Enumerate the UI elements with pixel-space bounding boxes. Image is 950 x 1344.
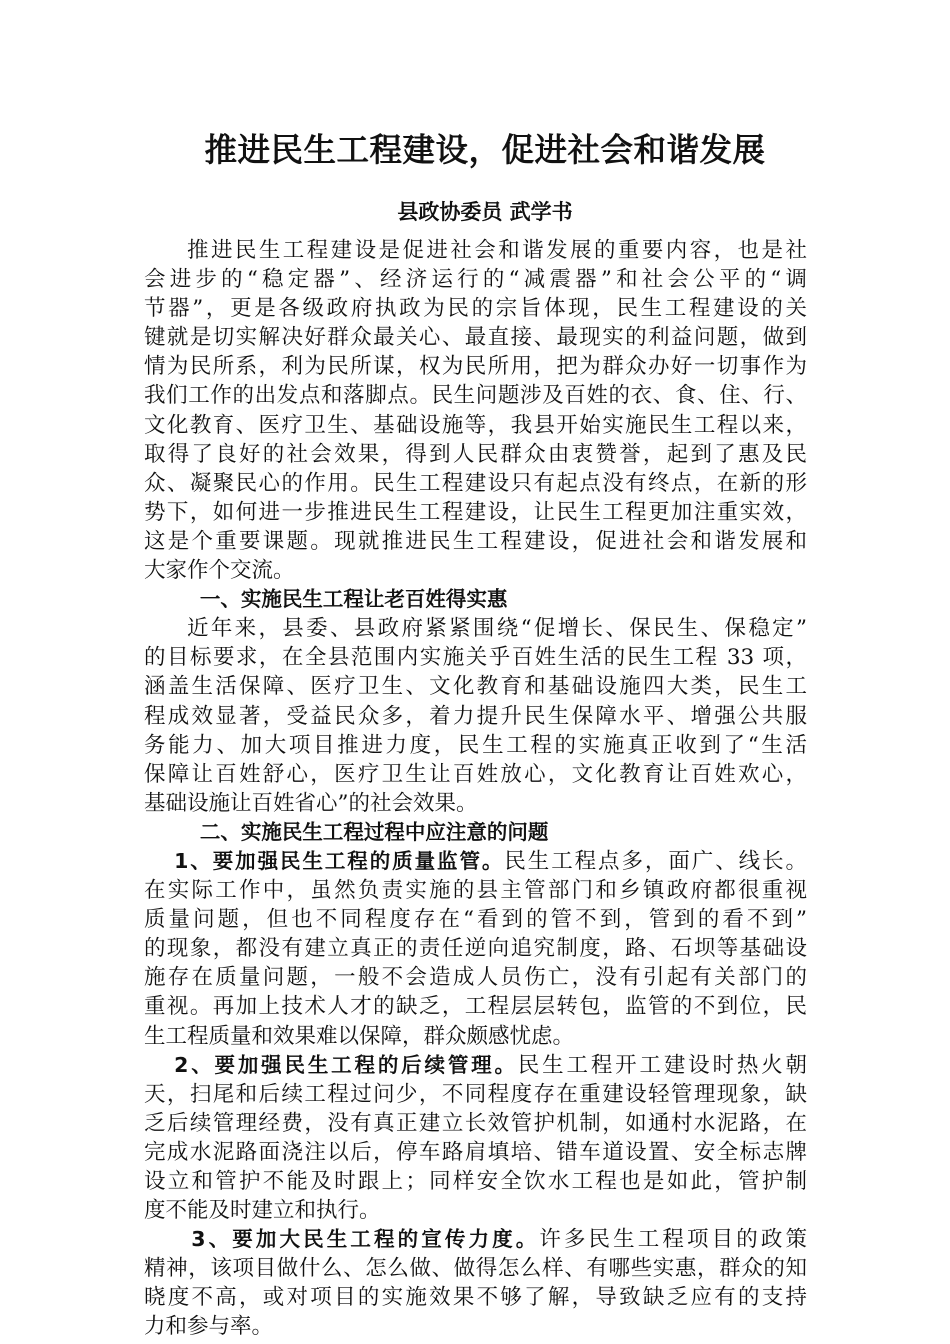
body-line xyxy=(144,294,807,323)
line-text: 精神，该项目做什么、怎么做、做得怎么样、有哪些实惠，群众的知 xyxy=(144,1256,807,1282)
body-line xyxy=(144,702,807,731)
line-text: 许多民生工程项目的政策 xyxy=(539,1227,807,1253)
body-line xyxy=(144,556,807,585)
line-text: 民生工程开工建设时热火朝 xyxy=(517,1052,807,1078)
body-line xyxy=(144,934,807,963)
line-text: 取得了良好的社会效果，得到人民群众由衷赞誉，起到了惠及民 xyxy=(144,441,807,467)
body-line xyxy=(144,1254,807,1283)
body-line xyxy=(144,1022,807,1051)
document-title: 推进民生工程建设，促进社会和谐发展 xyxy=(204,131,766,169)
section-heading xyxy=(144,585,807,614)
body-line xyxy=(144,1080,807,1109)
line-text: 质量问题，但也不同程度存在“看到的管不到，管到的看不到” xyxy=(144,907,807,933)
body-line xyxy=(144,498,807,527)
body-line xyxy=(144,1138,807,1167)
body-line xyxy=(144,1196,807,1225)
line-text: 务能力、加大项目推进力度，民生工程的实施真正收到了“生活 xyxy=(144,732,807,758)
body-line xyxy=(144,1225,807,1254)
line-text: 度不能及时建立和执行。 xyxy=(144,1198,381,1224)
body-line xyxy=(144,731,807,760)
line-text: 这是个重要课题。现就推进民生工程建设，促进社会和谐发展和 xyxy=(144,528,807,554)
line-text: 完成水泥路面浇注以后，停车路肩填培、错车道设置、安全标志牌 xyxy=(144,1139,807,1165)
body-line xyxy=(144,411,807,440)
line-text: 晓度不高，或对项目的实施效果不够了解，导致缺乏应有的支持 xyxy=(144,1285,807,1311)
line-text: 乏后续管理经费，没有真正建立长效管护机制，如通村水泥路，在 xyxy=(144,1110,807,1136)
body-line xyxy=(144,643,807,672)
line-text: 键就是切实解决好群众最关心、最直接、最现实的利益问题，做到 xyxy=(144,325,807,351)
line-text: 保障让百姓舒心，医疗卫生让百姓放心，文化教育让百姓欢心， xyxy=(144,761,807,787)
body-line xyxy=(144,1051,807,1080)
body-line xyxy=(144,1167,807,1196)
body-line xyxy=(144,847,807,876)
body-line xyxy=(144,1312,807,1341)
line-text: 众、凝聚民心的作用。民生工程建设只有起点没有终点，在新的形 xyxy=(144,470,807,496)
line-text: 势下，如何进一步推进民生工程建设，让民生工程更加注重实效， xyxy=(144,499,807,525)
line-text: 的现象，都没有建立真正的责任逆向追究制度，路、石坝等基础设 xyxy=(144,936,807,962)
line-text: 情为民所系，利为民所谋，权为民所用，把为群众办好一切事作为 xyxy=(144,354,807,380)
subheading-lead: 2、要加强民生工程的后续管理。 xyxy=(174,1052,518,1077)
body-line xyxy=(144,440,807,469)
body-line xyxy=(144,905,807,934)
line-text: 的目标要求，在全县范围内实施关乎百姓生活的民生工程 33 项， xyxy=(144,645,807,671)
line-text: 一、实施民生工程让老百姓得实惠 xyxy=(199,587,508,612)
body-line xyxy=(144,992,807,1021)
document-body xyxy=(144,236,807,1342)
line-text: 大家作个交流。 xyxy=(144,558,295,584)
line-text: 涵盖生活保障、医疗卫生、文化教育和基础设施四大类，民生工 xyxy=(144,674,807,700)
line-text: 重视。再加上技术人才的缺乏，工程层层转包，监管的不到位，民 xyxy=(144,994,807,1020)
line-text: 程成效显著，受益民众多，着力提升民生保障水平、增强公共服 xyxy=(144,703,807,729)
subheading-lead: 3、要加大民生工程的宣传力度。 xyxy=(191,1227,540,1252)
line-text: 天，扫尾和后续工程过问少，不同程度存在重建设轻管理现象，缺 xyxy=(144,1081,807,1107)
body-line xyxy=(144,760,807,789)
section-heading xyxy=(144,818,807,847)
body-line xyxy=(144,352,807,381)
line-text: 推进民生工程建设是促进社会和谐发展的重要内容，也是社 xyxy=(187,238,807,263)
subheading-lead: 1、要加强民生工程的质量监管。 xyxy=(174,848,505,873)
body-line xyxy=(144,614,807,643)
body-line xyxy=(144,672,807,701)
line-text: 我们工作的出发点和落脚点。民生问题涉及百姓的衣、食、住、行、 xyxy=(144,383,807,409)
body-line xyxy=(144,381,807,410)
line-text: 施存在质量问题，一般不会造成人员伤亡，没有引起有关部门的 xyxy=(144,965,807,991)
line-text: 民生工程点多，面广、线长。 xyxy=(504,848,807,874)
line-text: 会进步的“稳定器”、经济运行的“减震器”和社会公平的“调 xyxy=(144,267,807,293)
line-text: 二、实施民生工程过程中应注意的问题 xyxy=(199,819,549,844)
body-line xyxy=(144,963,807,992)
line-text: 设立和管护不能及时跟上；同样安全饮水工程也是如此，管护制 xyxy=(144,1169,807,1194)
line-text: 力和参与率。 xyxy=(144,1314,274,1340)
line-text: 在实际工作中，虽然负责实施的县主管部门和乡镇政府都很重视 xyxy=(144,878,807,904)
body-line xyxy=(144,789,807,818)
line-text: 近年来，县委、县政府紧紧围绕“促增长、保民生、保稳定” xyxy=(187,616,807,642)
line-text: 文化教育、医疗卫生、基础设施等，我县开始实施民生工程以来， xyxy=(144,412,807,438)
body-line xyxy=(144,876,807,905)
body-line xyxy=(144,469,807,498)
body-line xyxy=(144,323,807,352)
body-line xyxy=(144,1283,807,1312)
body-line xyxy=(144,236,807,265)
line-text: 基础设施让百姓省心”的社会效果。 xyxy=(144,790,478,816)
document-author: 县政协委员 武学书 xyxy=(397,199,573,224)
body-line xyxy=(144,265,807,294)
body-line xyxy=(144,527,807,556)
line-text: 节器”，更是各级政府执政为民的宗旨体现，民生工程建设的关 xyxy=(144,296,807,322)
line-text: 生工程质量和效果难以保障，群众颇感忧虑。 xyxy=(144,1023,575,1049)
body-line xyxy=(144,1109,807,1138)
